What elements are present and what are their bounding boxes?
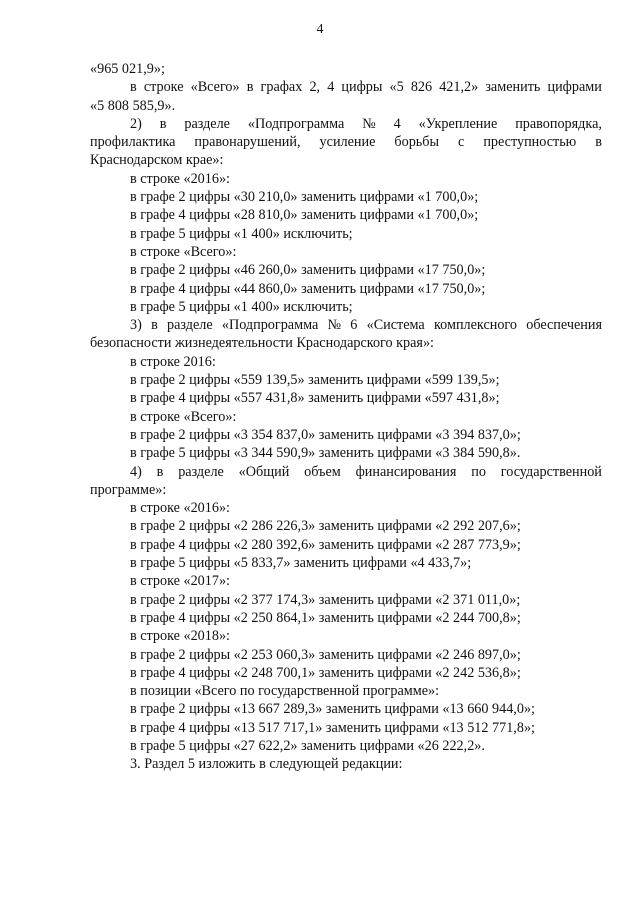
text-line: в строке «2016»: <box>130 170 230 187</box>
text-line: в графе 5 цифры «1 400» исключить; <box>130 225 353 242</box>
text-line: в графе 2 цифры «559 139,5» заменить цифрами «599 139,5»; <box>130 372 500 389</box>
text-line: в графе 2 цифры «2 253 060,3» заменить цифрами «2 246 897,0»; <box>130 646 521 663</box>
text-line: Краснодарском крае»: <box>90 152 224 169</box>
word: разделе <box>184 115 230 132</box>
text-line <box>90 463 602 481</box>
word: «5 <box>389 79 404 96</box>
word: цифры <box>341 79 383 96</box>
text-line: в строке 2016: <box>130 353 216 370</box>
page-number: 4 <box>316 22 324 37</box>
text-line: безопасности жизнедеятельности Краснодарского края»: <box>90 335 434 352</box>
word: борьбы <box>394 134 440 151</box>
text-line: «965 021,9»; <box>90 61 165 77</box>
word: 3) <box>130 317 142 334</box>
word: «Система <box>366 317 425 334</box>
word: цифрами <box>547 79 602 96</box>
text-line: в графе 5 цифры «27 622,2» заменить цифрами «26 222,2». <box>130 737 485 754</box>
text-line <box>90 133 602 151</box>
word: № <box>327 317 342 334</box>
word: правонарушений, <box>194 134 301 151</box>
text-line: «5 808 585,9». <box>90 97 176 114</box>
text-line: в графе 4 цифры «557 431,8» заменить цифрами «597 431,8»; <box>130 390 500 407</box>
word: 4 <box>393 115 401 132</box>
text-line: в графе 4 цифры «44 860,0» заменить цифрами «17 750,0»; <box>130 280 486 297</box>
text-line: в графе 2 цифры «13 667 289,3» заменить цифрами «13 660 944,0»; <box>130 701 535 718</box>
word: по <box>471 463 486 480</box>
text-line: в графе 5 цифры «5 833,7» заменить цифрами «4 433,7»; <box>130 555 472 572</box>
text-line: в графе 4 цифры «28 810,0» заменить цифрами «1 700,0»; <box>130 207 479 224</box>
word: разделе <box>178 463 224 480</box>
word: обеспечения <box>526 317 602 334</box>
text-line: в позиции «Всего по государственной программе»: <box>130 683 440 700</box>
word: профилактика <box>90 134 176 151</box>
word: в <box>156 463 164 480</box>
word: в <box>595 134 602 151</box>
word: «Общий <box>238 463 290 480</box>
word: правопорядка, <box>515 115 602 132</box>
word: 826 <box>410 79 433 96</box>
text-line: в графе 5 цифры «1 400» исключить; <box>130 298 353 315</box>
text-line <box>90 316 602 334</box>
text-line: в строке «Всего»: <box>130 408 237 425</box>
text-line: в строке «2016»: <box>130 500 230 517</box>
word: в <box>130 79 137 96</box>
text-line: в графе 5 цифры «3 344 590,9» заменить цифрами «3 384 590,8». <box>130 445 521 462</box>
word: государственной <box>500 463 602 480</box>
document-body <box>90 60 602 774</box>
word: 2, <box>309 79 321 96</box>
word: 4) <box>130 463 142 480</box>
text-line: программе»: <box>90 481 167 498</box>
text-line: в графе 2 цифры «30 210,0» заменить цифрами «1 700,0»; <box>130 189 479 206</box>
word: заменить <box>485 79 541 96</box>
word: 421,2» <box>439 79 479 96</box>
word: № <box>362 115 376 132</box>
word: 4 <box>327 79 335 96</box>
text-line <box>90 78 602 96</box>
text-line: в графе 4 цифры «2 280 392,6» заменить цифрами «2 287 773,9»; <box>130 536 521 553</box>
word: в <box>159 115 167 132</box>
word: «Подпрограмма <box>247 115 345 132</box>
word: «Подпрограмма <box>221 317 319 334</box>
word: графах <box>260 79 303 96</box>
text-line: в графе 4 цифры «2 248 700,1» заменить цифрами «2 242 536,8»; <box>130 664 521 681</box>
text-line: в графе 4 цифры «13 517 717,1» заменить цифрами «13 512 771,8»; <box>130 719 535 736</box>
text-line: в графе 4 цифры «2 250 864,1» заменить цифрами «2 244 700,8»; <box>130 609 521 626</box>
word: с <box>458 134 465 151</box>
word: финансирования <box>355 463 457 480</box>
word: строке <box>143 79 184 96</box>
word: 2) <box>130 115 142 132</box>
text-line: в строке «Всего»: <box>130 243 237 260</box>
word: усиление <box>319 134 376 151</box>
text-line: в графе 2 цифры «2 286 226,3» заменить цифрами «2 292 207,6»; <box>130 518 521 535</box>
text-line: в графе 2 цифры «2 377 174,3» заменить цифрами «2 371 011,0»; <box>130 591 521 608</box>
word: 6 <box>350 317 358 334</box>
word: в <box>246 79 254 96</box>
text-line: 3. Раздел 5 изложить в следующей редакции: <box>130 756 403 773</box>
word: разделе <box>167 317 213 334</box>
text-line: в строке «2017»: <box>130 573 230 590</box>
text-line <box>90 115 602 133</box>
word: «Всего» <box>190 79 240 96</box>
word: комплексного <box>433 317 517 334</box>
text-line: в строке «2018»: <box>130 628 230 645</box>
word: объем <box>304 463 341 480</box>
text-line: в графе 2 цифры «3 354 837,0» заменить цифрами «3 394 837,0»; <box>130 426 521 443</box>
text-line: в графе 2 цифры «46 260,0» заменить цифрами «17 750,0»; <box>130 262 486 279</box>
word: «Укрепление <box>418 115 498 132</box>
word: преступностью <box>483 134 577 151</box>
word: в <box>151 317 158 334</box>
